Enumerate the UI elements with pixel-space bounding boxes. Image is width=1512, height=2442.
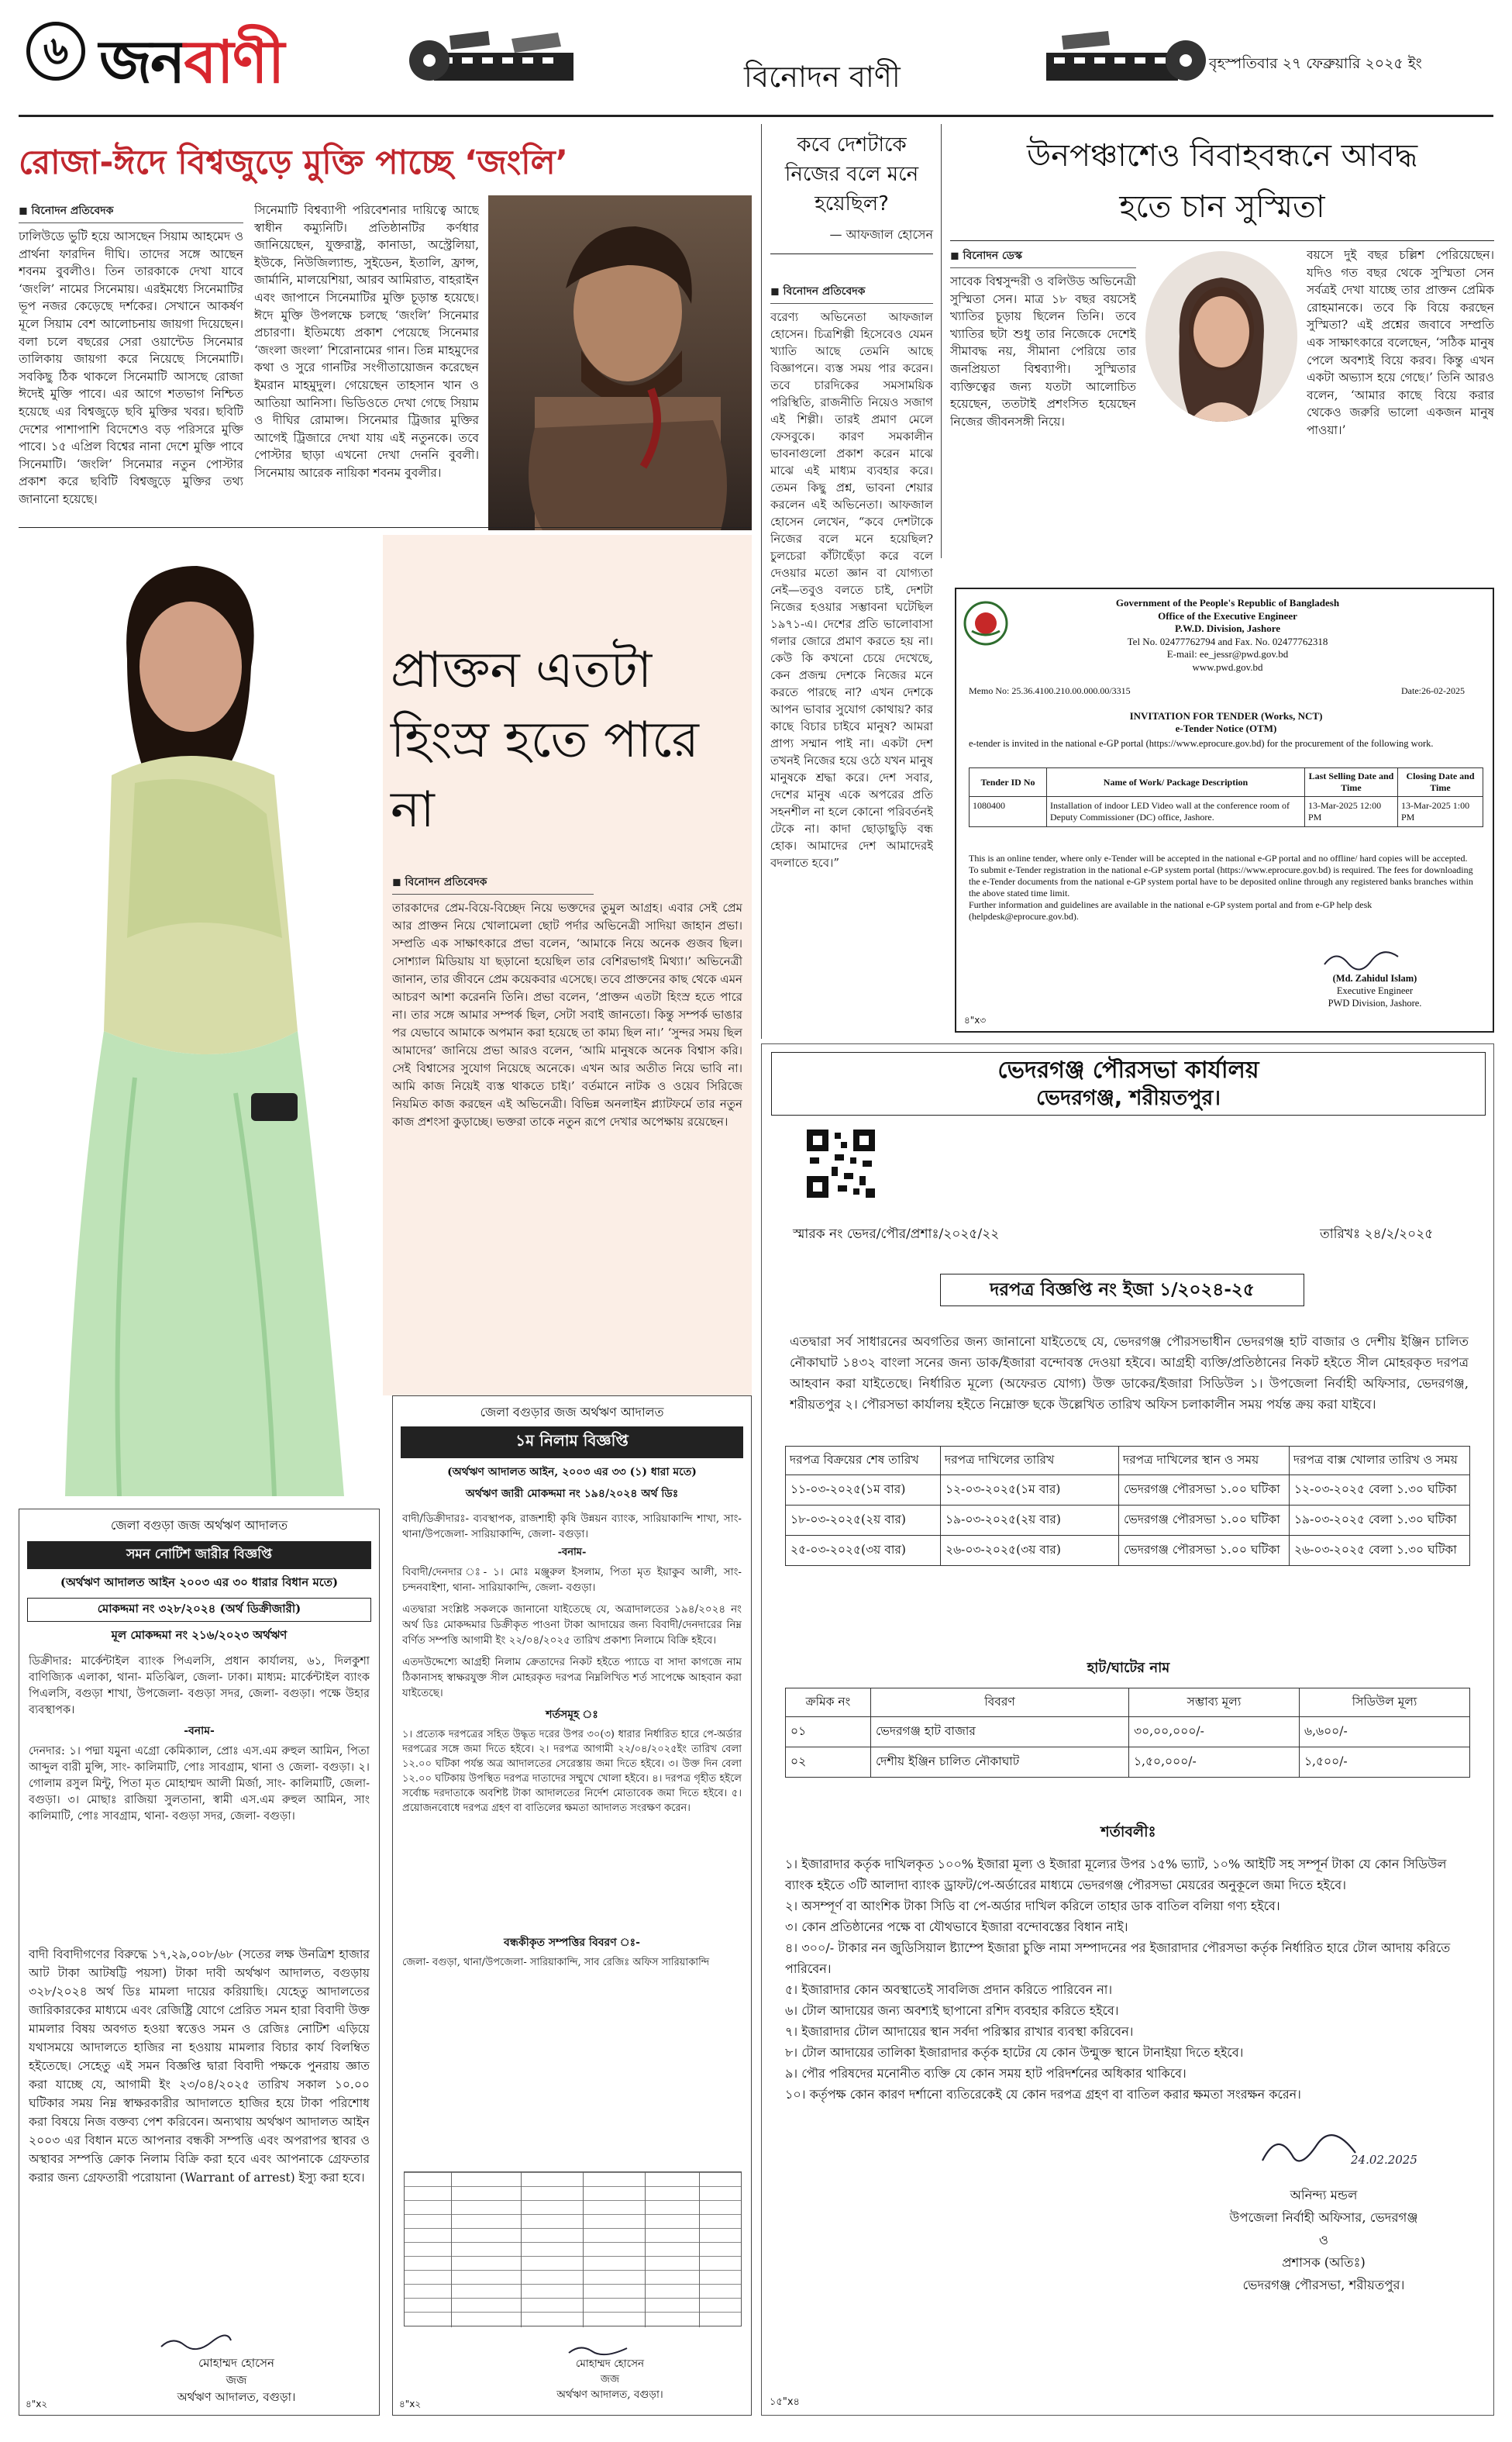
term-item: ৬। টোল আদায়ের জন্য অবশ্যই ছাপানো রশিদ ব্যবহার করিতে হইবে।	[785, 2003, 1119, 2018]
th-selling: Last Selling Date and Time	[1305, 768, 1398, 797]
story-text: তারকাদের প্রেম-বিয়ে-বিচ্ছেদ নিয়ে ভক্তদের তুমুল আগ্রহ। এবার সেই প্রেম আর প্রাক্তন নিয়ে খোলামেলা ছোট পর্দার অভিনেত্রী সাদিয়া জাহান প্রভা। সম্প্রতি এক সাক্ষাৎকারে প্রভা বলেন, ‘আমাকে নিয়ে অনেক গুজব ছিল। সোশ্যাল মিডিয়ায় যা ছড়ানো হয়েছিল তার বেশিরভাগই মিথ্যা।’ অভিনেত্রী জানান, তার জীবনে প্রেম কয়েকবার এসেছে। তবে প্রাক্তনের কাছ থেকে এমন আচরণ আশা করেননি তিনি। প্রভা বলেন, ‘প্রাক্তন এতটা হিংস্র হতে পারে না। তার সঙ্গে আমার সম্পর্ক ছিল, সেটা সবাই জানতো। কিন্তু সম্পর্ক ভাঙার পর যেভাবে আমাকে অপমান করা হয়েছে তা কাম্য ছিল না।’ ‘সুন্দর সময় ছিল আমাদের’ জানিয়ে প্রভা আরও বলেন, ‘আমি মানুষকে অনেক বিশ্বাস করি। সেই বিশ্বাসের সুযোগ নিয়েছে অনেকে। এখন আর অতীত নিয়ে ভাবি না। আমি কাজ নিয়েই ব্যস্ত থাকতে চাই।’ বর্তমানে নাটক ও ওয়েব সিরিজে নিয়মিত কাজ করছেন এই অভিনেত্রী। বিভিন্ন অনলাইন প্ল্যাটফর্মে তার নতুন কাজ প্রশংসা কুড়াচ্ছে। ভক্তরা তাকে নতুন রূপে দেখার অপেক্ষায় রয়েছেন।	[392, 901, 742, 1129]
headline: প্রাক্তন এতটা হিংস্র হতে পারে না	[391, 642, 699, 839]
story-prova	[383, 535, 752, 1395]
cell: ০১	[786, 1717, 871, 1747]
table-row	[786, 1506, 1470, 1536]
court-name: জেলা বগুড়ার জজ অর্থঋণ আদালত	[480, 1405, 664, 1419]
table-row	[970, 797, 1483, 827]
section-rule	[19, 527, 752, 528]
signature-scribble	[157, 2333, 235, 2351]
gov-name: Government of the People's Republic of Bangladesh	[1115, 597, 1340, 609]
memo-no: Memo No: 25.36.4100.210.00.000.00/3315	[969, 685, 1131, 696]
ad-size: ৪"x৩	[964, 1015, 987, 1026]
cell: 13-Mar-2025 12:00 PM	[1305, 797, 1398, 827]
headline: কবে দেশটাকে নিজের বলে মনে হয়েছিল?	[784, 133, 919, 216]
main-case-no: মূল মোকদ্দমা নং ২১৬/২০২৩ অর্থঋণ	[111, 1628, 288, 1642]
story-column	[19, 202, 243, 536]
hat-title: হাট/ঘাটের নাম	[1087, 1660, 1170, 1676]
story-text: সাবেক বিশ্বসুন্দরী ও বলিউড অভিনেত্রী সুস্মিতা সেন। মাত্র ১৮ বছর বয়সেই খ্যাতির চূড়ায় ছিলেন তিনি। তবে খ্যাতির ছটা শুধু তার নিজেকে দেশেই সীমাবদ্ধ নয়, সীমানা পেরিয়ে তার জনপ্রিয়তা বিশ্বব্যাপী। সুস্মিতার ব্যক্তিত্বের জন্য যতটা আলোচিত হয়েছেন, ততটাই প্রশংসিত হয়েছেন নিজের জীবনসঙ্গী নিয়ে।	[950, 274, 1136, 429]
table-row	[786, 1747, 1470, 1778]
tender-intro: e-tender is invited in the national e-GP portal (https://www.eprocure.gov.bd) for the procurement of the following work.	[969, 738, 1434, 749]
cell: ০২	[786, 1747, 871, 1778]
note: To submit e-Tender registration in the national e-GP system portal (https://www.eprocure.gov.bd) is required. The fees for downloading the e-Tender documents from the national e-GP system portal have to be deposited online through any registered banks branches within the above stated time limit.	[969, 864, 1473, 899]
signer-title: জজ	[600, 2373, 620, 2385]
schedule-line: জেলা- বগুড়া, থানা/উপজেলা- সারিয়াকান্দি, সাব রেজিঃ অফিস সারিয়াকান্দি	[402, 1957, 710, 1968]
signature-scribble	[565, 2340, 635, 2357]
govt-logo-icon	[963, 600, 1009, 647]
notice-title-text: দরপত্র বিজ্ঞপ্তি নং ইজা ১/২০২৪-২৫	[990, 1280, 1255, 1300]
cell: ১২-০৩-২০২৫(১ম বার)	[941, 1475, 1119, 1506]
byline: ◼ বিনোদন প্রতিবেদক	[19, 202, 243, 223]
court-name: জেলা বগুড়া জজ অর্থঋণ আদালত	[110, 1518, 288, 1533]
cell: ২৬-০৩-২০২৫(৩য় বার)	[941, 1536, 1119, 1566]
terms-text: ১। প্রত্যেক দরপত্রের সহিত উদ্ধৃত দরের উপর ৩০(৩) ধারার নির্ধারিত হারে পে-অর্ডার দরপত্রের সঙ্গে জমা দিতে হইবে। ২। দরপত্র আগামী ২২/০৪/২০২৫ইং তারিখ বেলা ১২.০০ ঘটিকা পর্যন্ত অত্র আদালতের সেরেস্তায় জমা দিতে হইবে। ৩। উক্ত দিন বেলা ১২.০০ ঘটিকায় উপস্থিত দরপত্র দাতাদের সম্মুখে খোলা হইবে। ৪। দরপত্র গৃহীত হইলে সর্বোচ্চ দরদাতাকে অবশিষ্ট টাকা আদালতের নির্দেশ মোতাবেক জমা দিতে হইবে। ৫। প্রয়োজনবোধে দরপত্র গ্রহণ বা বাতিলের ক্ষমতা আদালত সংরক্ষণ করেন।	[402, 1729, 742, 1814]
office-title: ভেদরগঞ্জ পৌরসভা কার্যালয়	[997, 1057, 1259, 1084]
cell: ভেদরগঞ্জ পৌরসভা ১.০০ ঘটিকা	[1119, 1475, 1290, 1506]
signer-office: PWD Division, Jashore.	[1328, 998, 1422, 1009]
schedule-title: বন্ধকীকৃত সম্পত্তির বিবরণ ঃ-	[504, 1937, 640, 1949]
th: সম্ভাব্য মূল্য	[1129, 1688, 1300, 1717]
signer-title: জজ	[226, 2373, 247, 2387]
story-body	[392, 873, 742, 1364]
notice-title	[401, 1426, 743, 1458]
byline: ◼ বিনোদন প্রতিবেদক	[770, 282, 933, 304]
term-item: ১০। কর্তৃপক্ষ কোন কারণ দর্শানো ব্যতিরেকেই যে কোন দরপত্র গ্রহণ বা বাতিল করার ক্ষমতা সংরক্ষন করেন।	[785, 2087, 1301, 2102]
term-item: ৮। টোল আদায়ের তালিকা ইজারাদার কর্তৃক হাটের যে কোন উন্মুক্ত স্থানে টানাইয়া দিতে হইবে।	[785, 2045, 1244, 2060]
court-signer	[470, 2356, 749, 2402]
term-item: ৩। কোন প্রতিষ্ঠানের পক্ষে বা যৌথভাবে ইজারা বন্দোবস্তের বিধান নাই।	[785, 1919, 1128, 1934]
byline: ◼ বিনোদন প্রতিবেদক	[392, 873, 594, 895]
logo	[99, 17, 283, 116]
story-text: ঢালিউডে ভুটি হয়ে আসছেন সিয়াম আহমেদ ও প্রার্থনা ফারদিন দীঘি। তাদের সঙ্গে আছেন শবনম বুবলীও। তিন তারকাকে দেখা যাবে ‘জংলি’ নামের সিনেমায়। এরইমধ্যে সিনেমাটির ভূপ নজর কেড়েছে দর্শকের। সেখানে আকর্ষণ মূলে সিয়াম বেশ আলোচনায় জায়গা দিয়েছেন। বলা চলে বছরের সেরা ওয়ান্টেড সিনেমার তালিকায় জায়গা করে নিয়েছে সিনেমাটি। সবকিছু ঠিক থাকলে সিনেমাটি আসছে রোজা ঈদেই মুক্তি পাবে। এর আগে শতভাগ নিশ্চিত হয়েছে এর বিশ্বজুড়ে ছবি মুক্তির খবর। ছবিটি দেশের পাশাপাশি বিদেশেও বড় পরিসরে মুক্তি পাবে। ১৫ এপ্রিল বিশ্বের নানা দেশে মুক্তি পাবে সিনেমাটি। ‘জংলি’ সিনেমার নতুন পোস্টার প্রকাশ করে ছবিটি বিশ্বজুড়ে মুক্তির তথ্য জানানো হয়েছে।	[19, 229, 243, 506]
cell: ভেদরগঞ্জ হাট বাজার	[871, 1717, 1129, 1747]
pourashava-header	[771, 1052, 1486, 1116]
memo-no: স্মারক নং ভেদর/পৌর/প্রশাঃ/২০২৫/২২	[793, 1226, 1000, 1242]
cell: Installation of indoor LED Video wall at the conference room of Deputy Commissioner (DC) office, Jashore.	[1047, 797, 1305, 827]
tender-table	[969, 767, 1483, 827]
notice-intro: এতদ্বারা সর্ব সাধারনের অবগতির জন্য জানানো যাইতেছে যে, ভেদরগঞ্জ পৌরসভাধীন ভেদরগঞ্জ হাট বাজার ও দেশীয় ইঞ্জিন চালিত নৌকাঘাট ১৪৩২ বাংলা সনের জন্য ডাক/ইজারা বন্দোবস্ত দেওয়া হইবে। আগ্রহী ব্যক্তি/প্রতিষ্ঠানের নিকট হইতে সীল মোহরকৃত দরপত্র আহবান করা যাইতেছে। নির্ধারিত মূল্যে (অফেরত যোগ্য) উক্ত ডাকের/ইজারা সিডিউল ১। উপজেলা নির্বাহী অফিসার, ভেদরগঞ্জ, শরীয়তপুর ২। পৌরসভা কার্যালয় হইতে নিম্নোক্ত ছকে উল্লেখিত তারিখ অফিস চলাকালীন সময় পর্যন্ত ক্রয় করা যাইবে।	[790, 1334, 1469, 1412]
table-row	[786, 1475, 1470, 1506]
signer-title-2: প্রশাসক (অতিঃ)	[1282, 2255, 1366, 2270]
ad-size: ৪"x২	[399, 2399, 422, 2409]
case-no: মোকদ্দমা নং ৩২৮/২০২৪ (অর্থ ডিক্রীজারী)	[27, 1598, 371, 1622]
story-text-2: সিনেমাটি বিশ্বব্যাপী পরিবেশনার দায়িত্বে আছে স্বাধীন কম্যুনিটি। প্রতিষ্ঠানটির কর্ণধার জানিয়েছেন, যুক্তরাষ্ট্র, কানাডা, অস্ট্রেলিয়া, ইউকে, নিউজিল্যান্ড, সুইডেন, ইতালি, ফ্রান্স, জার্মানি, মালয়েশিয়া, আরব আমিরাত, বাহরাইন এবং জাপানে সিনেমাটির মুক্তি চূড়ান্ত হয়েছে। ঈদে মুক্তি উপলক্ষে চলছে ‘জংলি’ সিনেমার প্রচারণা। ইতিমধ্যে প্রকাশ পেয়েছে সিনেমার ‘জংলা জংলা’ শিরোনামের গান। তিন্ন মাহমুদের কথা ও সুরে গানটির সংগীতায়োজন করেছেন ইমরান মাহমুদুল। গেয়েছেন তাহসান খান ও আতিয়া আনিসা। ভিডিওতে দেখা গেছে সিয়াম ও দীঘির রোমান্স। সিনেমার ট্রিজার মুক্তির আগেই ট্রিজারে দেখা যায় এই নতুনকে। তবে পোস্টার ছাড়া এখনো দেখা দেননি বুবলী। সিনেমায় আরেক নায়িকা শবনম বুবলীর।	[254, 203, 479, 480]
column-divider	[761, 124, 762, 1039]
story-jongli	[19, 124, 752, 527]
tel: Tel No. 02477762794 and Fax. No. 02477762318	[1127, 635, 1328, 647]
film-reel-icon	[403, 29, 589, 91]
logo-part-b: বাণী	[184, 27, 284, 96]
byline-text: বিনোদন ডেস্ক	[963, 250, 1022, 262]
actress-photo	[1145, 251, 1297, 422]
note: This is an online tender, where only e-Tender will be accepted in the national e-GP portal and no offline/ hard copies will be accepted.	[969, 853, 1468, 864]
court-summons-notice	[19, 1509, 380, 2416]
cell: 1080400	[970, 797, 1047, 827]
th-id: Tender ID No	[970, 768, 1047, 797]
cell: ভেদরগঞ্জ পৌরসভা ১.০০ ঘটিকা	[1119, 1536, 1290, 1566]
cell: ৬,৬০০/-	[1300, 1717, 1470, 1747]
ad-size: ১৫"x৪	[770, 2396, 800, 2408]
issue-date: বৃহস্পতিবার ২৭ ফেব্রুয়ারি ২০২৫ ইং	[1209, 55, 1422, 72]
versus: -বনাম-	[184, 1725, 215, 1737]
signer-name: মোহাম্মদ হোসেন	[198, 2356, 274, 2370]
signature-scribble	[1321, 947, 1414, 971]
story-text: বরেণ্য অভিনেতা আফজাল হোসেন। চিত্রশিল্পী হিসেবেও যেমন খ্যাতি আছে তেমনি আছে বিজ্ঞাপনে। ব্যস্ত সময় পার করেন। তবে চারদিকের সমসাময়িক পরিস্থিতি, রাজনীতি নিয়েও সজাগ এই শিল্পী। তারই প্রমাণ মেলে ফেসবুকে। কারণ সমকালীন ভাবনাগুলো প্রকাশ করেন মাঝে মাঝে এই মাধ্যম ব্যবহার করে। তেমন কিছু প্রশ্ন, ভাবনা শেয়ার করলেন এই অভিনেতা। আফজাল হোসেন লেখেন, “কবে দেশটাকে নিজের বলে মনে হয়েছিল? চুলচেরা কাঁটাছেঁড়া করে বলে দেওয়ার মতো জ্ঞান বা যোগ্যতা নেই—তবুও বলতে চাই, দেশটা নিজের হওয়ার সম্ভাবনা ঘটেছিল ১৯৭১-এ। দেশের প্রতি ভালোবাসা গলার জোরে প্রমাণ করতে হয় না। কেউ কি কখনো চেয়ে দেখেছে, কেন প্রজন্ম দেশকে নিজের মনে করতে পারছে না? এখন দেশকে আপন ভাবার সুযোগ কোথায়? কার কাছে বিচার চাইবে মানুষ? আমরা প্রাপ্য সম্মান পাই না। একটা দেশ তখনই নিজের হয়ে ওঠে যখন মানুষ মানুষকে শ্রদ্ধা করে। দেশ সবার, দেশের মানুষ একে অপরের প্রতি সহনশীল না হলে কোনো পরিবর্তনই টেকে না। কাদা ছোড়াছুড়ি বন্ধ হোক। আমাদের দেশ আমাদেরই বদলাতে হবে।”	[770, 310, 933, 870]
th: বিবরণ	[871, 1688, 1129, 1717]
th: সিডিউল মূল্য	[1300, 1688, 1470, 1717]
byline-text: বিনোদন প্রতিবেদক	[405, 876, 487, 888]
summons-text: বাদী বিবাদীগণের বিরুদ্ধে ১৭,২৯,০০৮/৬৮ (সতের লক্ষ উনত্রিশ হাজার আট টাকা আটষট্টি পয়সা) টাকা দাবী অর্থঋণ আদালত, বগুড়ায় ৩২৮/২০২৪ অর্থ ডিঃ মামলা দায়ের করিয়াছি। যেহেতু আদালতের জারিকারকের মাধ্যমে এবং রেজিষ্ট্রি যোগে প্রেরিত সমন হারা বিবাদী উক্ত মামলার বিষয় অবগত হওয়া স্বত্তেও সমন ও রেজিঃ নোটিশ এড়িয়ে যথাসময়ে আদালতে হাজির না হওয়ায় মামলার বিচার কার্য বিলম্বিত হইতেছে। সেহেতু এই সমন বিজ্ঞপ্তি দ্বারা বিবাদী পক্ষকে পুনরায় জ্ঞাত করা যাচ্ছে যে, আগামী ইং ২৩/০৪/২০২৫ তারিখ সকাল ১০.০০ ঘটিকার সময় নিম্ন স্বাক্ষরকারীর আদালতে হাজির হয়ে টাকা পরিশোধ করা বিষয়ে নিজ বক্তব্য পেশ করিবেন। অন্যথায় অর্থঋণ আদালত আইন ২০০৩ এর বিধান মতে আপনার বন্ধকী সম্পত্তি এবং অপরাপর স্থাবর ও অস্থাবর সম্পত্তি ক্রোক নিলাম বিক্রি করা হবে এবং আপনাকে গ্রেফতার করার জন্য গ্রেফতারী পরোয়ানা (Warrant of arrest) ইস্যু করা হবে।	[29, 1947, 370, 2185]
cell: ১৯-০৩-২০২৫ বেলা ১.৩০ ঘটিকা	[1290, 1506, 1470, 1536]
cell: ভেদরগঞ্জ পৌরসভা ১.০০ ঘটিকা	[1119, 1506, 1290, 1536]
tender-notes	[969, 853, 1483, 923]
masthead	[0, 0, 1512, 124]
tender-call: এতদউদ্দেশ্যে আগ্রহী নিলাম ক্রেতাদের নিকট হইতে প্যাডে বা সাদা কাগজে নাম ঠিকানাসহ স্বাক্ষরযুক্ত সীল মোহরকৃত দরপত্র নিম্নলিখিত শর্ত সাপেক্ষে আহবান করা যাইতেছে।	[402, 1656, 742, 1699]
hat-table	[785, 1688, 1470, 1778]
tender-notice	[955, 588, 1494, 1033]
cell: ১,৫০০/-	[1300, 1747, 1470, 1778]
auction-text: এতদ্বারা সংশ্লিষ্ট সকলকে জানানো যাইতেছে যে, অত্রাদালতের ১৯৪/২০২৪ নং অর্থ ডিঃ মোকদ্দমার ডিক্রীকৃত পাওনা টাকা আদায়ের জন্য বিবাদী/দেনদারের নিম্ন বর্ণিত সম্পত্তি আগামী ইং ২২/০৪/২০২৫ তারিখ প্রকাশ্য নিলামে বিক্রি হইবে।	[402, 1603, 742, 1647]
cell: ২৫-০৩-২০২৫(৩য় বার)	[786, 1536, 941, 1566]
cell: ১৮-০৩-২০২৫(২য় বার)	[786, 1506, 941, 1536]
signer-court: অর্থঋণ আদালত, বগুড়া।	[556, 2389, 663, 2401]
court-signer	[97, 2354, 376, 2406]
th-closing: Closing Date and Time	[1398, 768, 1483, 797]
prova-photo	[19, 535, 383, 1496]
rule	[950, 240, 1494, 241]
actor-photo	[488, 195, 752, 530]
signer-name: (Md. Zahidul Islam)	[1332, 973, 1417, 984]
schedule-table	[785, 1446, 1470, 1566]
table-row	[786, 1536, 1470, 1566]
term-item: ৪। ৩০০/- টাকার নন জুডিসিয়াল ষ্ট্যাম্পে ইজারা চুক্তি নামা সম্পাদনের পর ইজারাদার পৌরসভা কর্তৃক নির্ধারিত হারে টোল আদায় করিতে পারিবেন।	[785, 1940, 1451, 1976]
memo-date: Date:26-02-2025	[1401, 685, 1465, 696]
th: দরপত্র দাখিলের স্থান ও সময়	[1119, 1447, 1290, 1475]
signer-and: ও	[1318, 2233, 1329, 2247]
term-item: ৯। পৌর পরিষদের মনোনীত ব্যক্তি যে কোন সময় হাট পরিদর্শনের অধিকার থাকিবে।	[785, 2066, 1187, 2081]
logo-part-a: জন	[99, 27, 184, 96]
byline-text: বিনোদন প্রতিবেদক	[31, 205, 114, 217]
title-1: INVITATION FOR TENDER (Works, NCT)	[1129, 710, 1323, 722]
cell: ২৬-০৩-২০২৫ বেলা ১.৩০ ঘটিকা	[1290, 1536, 1470, 1566]
headline: উনপঞ্চাশেও বিবাহবন্ধনে আবদ্ধ হতে চান সুস্মিতা	[1026, 138, 1418, 225]
cell: দেশীয় ইঞ্জিন চালিত নৌকাঘাট	[871, 1747, 1129, 1778]
th: ক্রমিক নং	[786, 1688, 871, 1717]
email: E-mail: ee_jessr@pwd.gov.bd	[1166, 648, 1289, 660]
signer-title: উপজেলা নির্বাহী অফিসার, ভেদরগঞ্জ	[1229, 2210, 1418, 2225]
section-title: বিনোদন বাণী	[744, 60, 901, 94]
cell: ১,৫০,০০০/-	[1129, 1747, 1300, 1778]
story-afzal	[770, 130, 933, 1030]
byline-text: বিনোদন প্রতিবেদক	[783, 285, 866, 298]
pourashava-notice	[761, 1043, 1494, 2416]
th-work: Name of Work/ Package Description	[1047, 768, 1305, 797]
title-2: e-Tender Notice (OTM)	[1175, 723, 1277, 734]
plaintiff: ডিক্রীদার: মার্কেন্টাইল ব্যাংক পিএলসি, প্রধান কার্যালয়, ৬১, দিলকুশা বাণিজ্যিক এলাকা, থানা- মতিঝিল, জেলা- ঢাকা। মাধ্যম: মার্কেন্টাইল ব্যাংক পিএলসি, বগুড়া শাখা, উপজেলা- বগুড়া সদর, জেলা- বগুড়া। পক্ষে উহার ব্যবস্থাপক।	[29, 1655, 370, 1716]
terms-title: শর্তাবলীঃ	[1100, 1823, 1156, 1840]
column-divider	[941, 124, 942, 558]
office-address: ভেদরগঞ্জ, শরীয়তপুর।	[1035, 1086, 1221, 1110]
th: দরপত্র বাক্স খোলার তারিখ ও সময়	[1290, 1447, 1470, 1475]
signer-office: ভেদরগঞ্জ পৌরসভা, শরীয়তপুর।	[1242, 2278, 1405, 2292]
term-item: ৫। ইজারাদার কোন অবস্থাতেই সাবলিজ প্রদান করিতে পারিবেন না।	[785, 1982, 1113, 1997]
tender-signer	[1290, 972, 1460, 1009]
office-name: Office of the Executive Engineer	[1158, 609, 1297, 622]
page-number: ৬	[26, 22, 85, 81]
tender-title	[956, 710, 1494, 735]
term-item: ৭। ইজারাদার টোল আদায়ের স্থান সর্বদা পরিস্কার রাখার ব্যবস্থা করিবেন।	[785, 2024, 1134, 2039]
law-ref: (অর্থঋণ আদালত আইন, ২০০৩ এর ৩৩ (১) ধারা মতে)	[447, 1466, 697, 1478]
table-row	[786, 1717, 1470, 1747]
website: www.pwd.gov.bd	[1192, 661, 1263, 673]
byline: ◼ বিনোদন ডেস্ক	[950, 247, 1136, 268]
author: — আফজাল হোসেন	[829, 227, 933, 242]
defendant: বিবাদী/দেনদার ঃ- ১। মোঃ মঞ্জুরুল ইসলাম, পিতা মৃত ইয়াকুব আলী, সাং- চন্দনবাইশা, থানা- সারিয়াকান্দি, জেলা- বগুড়া।	[402, 1566, 742, 1594]
th: দরপত্র দাখিলের তারিখ	[941, 1447, 1119, 1475]
notice-title	[940, 1274, 1304, 1306]
case-no: অর্থঋণ জারী মোকদ্দমা নং ১৯৪/২০২৪ অর্থ ডিঃ	[465, 1488, 679, 1500]
cell: ১১-০৩-২০২৫(১ম বার)	[786, 1475, 941, 1506]
film-reel-icon-right	[1038, 29, 1209, 91]
plaintiff: বাদী/ডিক্রীদারঃ- ব্যবস্থাপক, রাজশাহী কৃষি উন্নয়ন ব্যাংক, সারিয়াকান্দি শাখা, সাং- থানা/উপজেলা- সারিয়াকান্দি, জেলা- বগুড়া।	[402, 1512, 742, 1540]
notice-title	[27, 1541, 371, 1569]
terms-title: শর্তসমূহ ঃ	[546, 1709, 598, 1721]
masthead-rule	[19, 115, 1493, 117]
memo-date: তারিখঃ ২৪/২/২০২৫	[1320, 1226, 1434, 1242]
division-name: P.W.D. Division, Jashore	[1174, 623, 1281, 634]
tender-header	[1011, 597, 1445, 674]
notice-title-text: ১ম নিলাম বিজ্ঞপ্তি	[515, 1431, 629, 1450]
story-sushmita	[950, 130, 1494, 564]
land-schedule-table	[404, 2171, 742, 2326]
terms-list	[785, 1854, 1470, 2105]
pourashava-signer	[1165, 2184, 1483, 2296]
signature-date: 24.02.2025	[1351, 2153, 1417, 2167]
th: দরপত্র বিক্রয়ের শেষ তারিখ	[786, 1447, 941, 1475]
term-item: ২। অসম্পূর্ণ বা আংশিক টাকা সিডি বা পে-অর্ডার দাখিল করিলে তাহার ডাক বাতিল বলিয়া গণ্য হইবে।	[785, 1899, 1280, 1913]
signer-title: Executive Engineer	[1336, 985, 1414, 996]
note: Further information and guidelines are available in the national e-GP system portal and from e-GP help desk (helpdesk@eprocure.gov.bd).	[969, 899, 1373, 922]
signer-court: অর্থঋণ আদালত, বগুড়া।	[177, 2390, 296, 2404]
cell: ৩০,০০,০০০/-	[1129, 1717, 1300, 1747]
law-ref: (অর্থঋণ আদালত আইন ২০০৩ এর ৩০ ধারার বিধান মতে)	[60, 1575, 339, 1589]
story-text-2: বয়সে দুই বছর চল্লিশ পেরিয়েছেন। যদিও গত বছর থেকে সুস্মিতা সেন সর্বত্রই দেখা যাচ্ছে তার প্রাক্তন প্রেমিক রোহমানকে। তবে কি বিয়ে করছেন সুস্মিতা? এই প্রশ্নের জবাবে সম্প্রতি এক সাক্ষাৎকারে বলেছেন, ‘সঠিক মানুষ পেলে অবশ্যই বিয়ে করব। কিন্তু এখন একটা অভ্যাস হয়ে গেছে।’ তিনি আরও বলেন, ‘আমার কাছে বিয়ে করার থেকেও জরুরি ভালো একজন মানুষ পাওয়া।’	[1307, 248, 1494, 437]
headline: রোজা-ঈদে বিশ্বজুড়ে মুক্তি পাচ্ছে ‘জংলি’	[19, 143, 568, 182]
cell: ১২-০৩-২০২৫ বেলা ১.৩০ ঘটিকা	[1290, 1475, 1470, 1506]
court-auction-notice	[392, 1395, 752, 2416]
signer-name: মোহাম্মদ হোসেন	[575, 2357, 645, 2370]
story-column	[950, 247, 1136, 552]
qr-code-icon	[804, 1126, 878, 1201]
notice-title-text: সমন নোটিশ জারীর বিজ্ঞপ্তি	[126, 1547, 272, 1562]
term-item: ১। ইজারাদার কর্তৃক দাখিলকৃত ১০০% ইজারা মূল্য ও ইজারা মূল্যের উপর ১৫% ভ্যাট, ১০% আইটি সহ সম্পূর্ন টাকা যে কোন সিডিউল ব্যাংক হইতে ৩টি আলাদা ব্যাংক ড্রাফট/পে-অর্ডারের মাধ্যমে ভেদরগঞ্জ পৌরসভা মেয়রের অনুকূলে জমা দিতে হইবে।	[785, 1857, 1447, 1892]
cell: ১৯-০৩-২০২৫(২য় বার)	[941, 1506, 1119, 1536]
ad-size: ৪"x২	[26, 2399, 48, 2409]
signer-name: অনিন্দ্য মন্ডল	[1290, 2188, 1358, 2202]
cell: 13-Mar-2025 1:00 PM	[1398, 797, 1483, 827]
versus: -বনাম-	[557, 1547, 587, 1558]
defendants: দেনদার: ১। পদ্মা যমুনা এগ্রো কেমিক্যাল, প্রোঃ এস.এম রুহুল আমিন, পিতা আব্দুল বারী মুন্সি, সাং- কালিমাটি, পোঃ সাবগ্রাম, থানা ও জেলা- বগুড়া। ২। গোলাম রসুল মিন্টু, পিতা মৃত মোহাম্মদ আলী মির্জা, সাং- কালিমাটি, জেলা- বগুড়া। ৩। মোছাঃ রাজিয়া সুলতানা, স্বামী এস.এম রুহুল আমিন, সাং কালিমাটি, পোঃ সাবগ্রাম, থানা- বগুড়া সদর, জেলা- বগুড়া।	[29, 1745, 370, 1823]
